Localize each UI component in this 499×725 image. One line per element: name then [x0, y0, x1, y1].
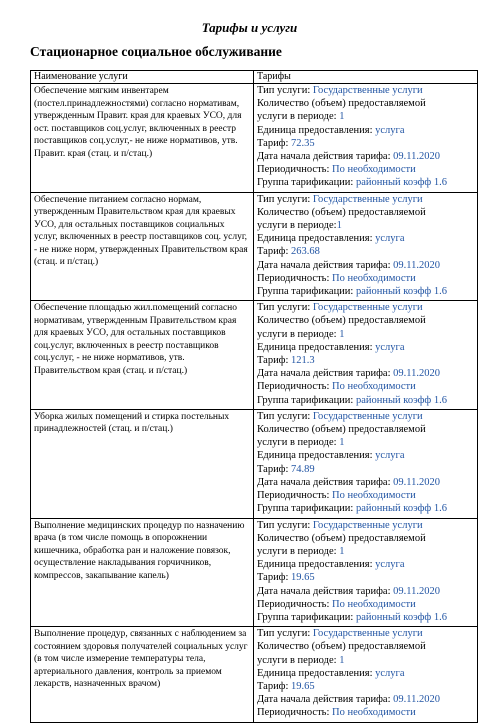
- tariff-label: Тариф:: [257, 463, 292, 475]
- tariff-label: Тариф:: [257, 246, 292, 258]
- periodicity-value[interactable]: По необходимости: [332, 164, 416, 176]
- start-date-value: 09.11.2020: [393, 259, 441, 271]
- group-label: Группа тарификации:: [257, 611, 356, 623]
- quantity-label-2: услуги в периоде:: [257, 111, 340, 123]
- tariff-label: Тариф:: [257, 680, 292, 692]
- type-label: Тип услуги:: [257, 628, 313, 640]
- periodicity-label: Периодичность:: [257, 381, 333, 393]
- unit-value: услуга: [375, 341, 405, 353]
- periodicity-value[interactable]: По необходимости: [332, 272, 416, 284]
- quantity-label-2: услуги в периоде:: [257, 654, 340, 666]
- periodicity-value[interactable]: По необходимости: [332, 598, 416, 610]
- group-label: Группа тарификации:: [257, 177, 356, 189]
- unit-value: услуга: [375, 559, 405, 571]
- type-label: Тип услуги:: [257, 302, 313, 314]
- table-row: [31, 84, 478, 193]
- quantity-label-1: Количество (объем) предоставляемой: [257, 315, 426, 327]
- group-label: Группа тарификации:: [257, 286, 356, 298]
- column-header-service: Наименование услуги: [31, 71, 254, 84]
- quantity-value: 1: [339, 437, 345, 449]
- start-date-label: Дата начала действия тарифа:: [257, 259, 394, 271]
- periodicity-label: Периодичность:: [257, 164, 333, 176]
- group-value[interactable]: районный коэфф 1.6: [355, 177, 447, 189]
- unit-value: услуга: [375, 233, 405, 245]
- table-row: [31, 409, 478, 518]
- start-date-label: Дата начала действия тарифа:: [257, 694, 394, 706]
- tariff-value: 19.65: [291, 680, 315, 692]
- unit-label: Единица предоставления:: [257, 341, 376, 353]
- start-date-value: 09.11.2020: [393, 694, 441, 706]
- periodicity-label: Периодичность:: [257, 272, 333, 284]
- service-type[interactable]: Государственные услуги: [312, 628, 423, 640]
- tariffs-table: [30, 70, 478, 723]
- tariff-info: [254, 84, 478, 193]
- periodicity-value[interactable]: По необходимости: [332, 707, 416, 719]
- unit-value: услуга: [375, 450, 405, 462]
- group-label: Группа тарификации:: [257, 503, 356, 515]
- quantity-label-2: услуги в периоде:: [257, 545, 340, 557]
- quantity-label-2: услуги в периоде:: [257, 437, 340, 449]
- tariff-info: [254, 518, 478, 627]
- tariff-info: [254, 301, 478, 410]
- tariff-label: Тариф:: [257, 572, 292, 584]
- table-row: [31, 301, 478, 410]
- quantity-label-1: Количество (объем) предоставляемой: [257, 98, 426, 110]
- table-header-row: [31, 71, 478, 84]
- start-date-value: 09.11.2020: [393, 476, 441, 488]
- quantity-label-1: Количество (объем) предоставляемой: [257, 532, 426, 544]
- quantity-label-1: Количество (объем) предоставляемой: [257, 641, 426, 653]
- start-date-label: Дата начала действия тарифа:: [257, 476, 394, 488]
- tariff-value: 121.3: [291, 355, 315, 367]
- quantity-value: 1: [339, 328, 345, 340]
- quantity-label-2: услуги в периоде:: [257, 328, 340, 340]
- unit-value: услуга: [375, 667, 405, 679]
- quantity-value: 1: [339, 545, 345, 557]
- service-type[interactable]: Государственные услуги: [312, 519, 423, 531]
- start-date-value: 09.11.2020: [393, 585, 441, 597]
- start-date-value: 09.11.2020: [393, 368, 441, 380]
- table-row: [31, 192, 478, 301]
- group-value[interactable]: районный коэфф 1.6: [355, 286, 447, 298]
- tariff-label: Тариф:: [257, 137, 292, 149]
- group-value[interactable]: районный коэфф 1.6: [355, 394, 447, 406]
- start-date-label: Дата начала действия тарифа:: [257, 585, 394, 597]
- quantity-label-2: услуги в периоде:: [257, 220, 337, 232]
- type-label: Тип услуги:: [257, 519, 313, 531]
- type-label: Тип услуги:: [257, 410, 313, 422]
- tariff-value: 72.35: [291, 137, 315, 149]
- group-value[interactable]: районный коэфф 1.6: [355, 611, 447, 623]
- tariff-value: 263.68: [291, 246, 320, 258]
- section-title: Стационарное социальное обслуживание: [30, 44, 282, 59]
- table-row: [31, 518, 478, 627]
- unit-value: услуга: [375, 124, 405, 136]
- start-date-label: Дата начала действия тарифа:: [257, 368, 394, 380]
- service-name: Обеспечение питанием согласно нормам, утвержденным Правительством края для краевых УСО, для остальных поставщиков социальных услуг, включенных в реестр поставщиков соц. услуг, - не ниже норм, утвержденных Правительством края (стац. и п/стац.): [31, 192, 254, 301]
- periodicity-value[interactable]: По необходимости: [332, 490, 416, 502]
- tariff-info: [254, 409, 478, 518]
- tariff-info: [254, 627, 478, 722]
- unit-label: Единица предоставления:: [257, 559, 376, 571]
- quantity-label-1: Количество (объем) предоставляемой: [257, 424, 426, 436]
- quantity-value: 1: [339, 111, 345, 123]
- service-type[interactable]: Государственные услуги: [312, 85, 423, 96]
- table-row: [31, 627, 478, 722]
- periodicity-value[interactable]: По необходимости: [332, 381, 416, 393]
- start-date-value: 09.11.2020: [393, 151, 441, 163]
- periodicity-label: Периодичность:: [257, 707, 333, 719]
- group-label: Группа тарификации:: [257, 394, 356, 406]
- start-date-label: Дата начала действия тарифа:: [257, 151, 394, 163]
- service-type[interactable]: Государственные услуги: [312, 410, 423, 422]
- service-name: Выполнение процедур, связанных с наблюдением за состоянием здоровья получателей социальных услуг (в том числе измерение температуры тела, артериального давления, контроль за приемом лекарств, назначенных врачом): [31, 627, 254, 722]
- type-label: Тип услуги:: [257, 85, 313, 96]
- unit-label: Единица предоставления:: [257, 450, 376, 462]
- page-title: Тарифы и услуги: [201, 20, 298, 35]
- unit-label: Единица предоставления:: [257, 124, 376, 136]
- service-name: Выполнение медицинских процедур по назначению врача (в том числе помощь в опорожнении кишечника, обработка ран и наложение повязок, осуществление накладывания горчичников, компрессов, закапывание капель): [31, 518, 254, 627]
- group-value[interactable]: районный коэфф 1.6: [355, 503, 447, 515]
- service-name: Уборка жилых помещений и стирка постельных принадлежностей (стац. и п/стац.): [31, 409, 254, 518]
- service-name: Обеспечение мягким инвентарем (постел.принадлежностями) согласно нормативам, утвержденным Правит. края для краевых УСО, для ост. поставщиков соц.услуг, включенных в реестр поставщиков соц.услуг,- не ниже нормативов, утв. Правит. края (стац. и п/стац.): [31, 84, 254, 193]
- service-type[interactable]: Государственные услуги: [312, 302, 423, 314]
- tariff-label: Тариф:: [257, 355, 292, 367]
- service-name: Обеспечение площадью жил.помещений согласно нормативам, утвержденным Правительством края для краевых УСО, для остальных поставщиков соц.услуг, включенных в реестр поставщиков соц.услуг, - не ниже нормативов, утв. Правительством края (стац. и п/стац.): [31, 301, 254, 410]
- service-type[interactable]: Государственные услуги: [312, 193, 423, 205]
- unit-label: Единица предоставления:: [257, 233, 376, 245]
- tariff-value: 19.65: [291, 572, 315, 584]
- periodicity-label: Периодичность:: [257, 490, 333, 502]
- periodicity-label: Периодичность:: [257, 598, 333, 610]
- type-label: Тип услуги:: [257, 193, 313, 205]
- tariff-info: [254, 192, 478, 301]
- tariff-value: 74.89: [291, 463, 315, 475]
- quantity-label-1: Количество (объем) предоставляемой: [257, 206, 426, 218]
- quantity-value: 1: [339, 654, 345, 666]
- quantity-value: 1: [336, 220, 342, 232]
- unit-label: Единица предоставления:: [257, 667, 376, 679]
- column-header-tariff: Тарифы: [254, 71, 478, 84]
